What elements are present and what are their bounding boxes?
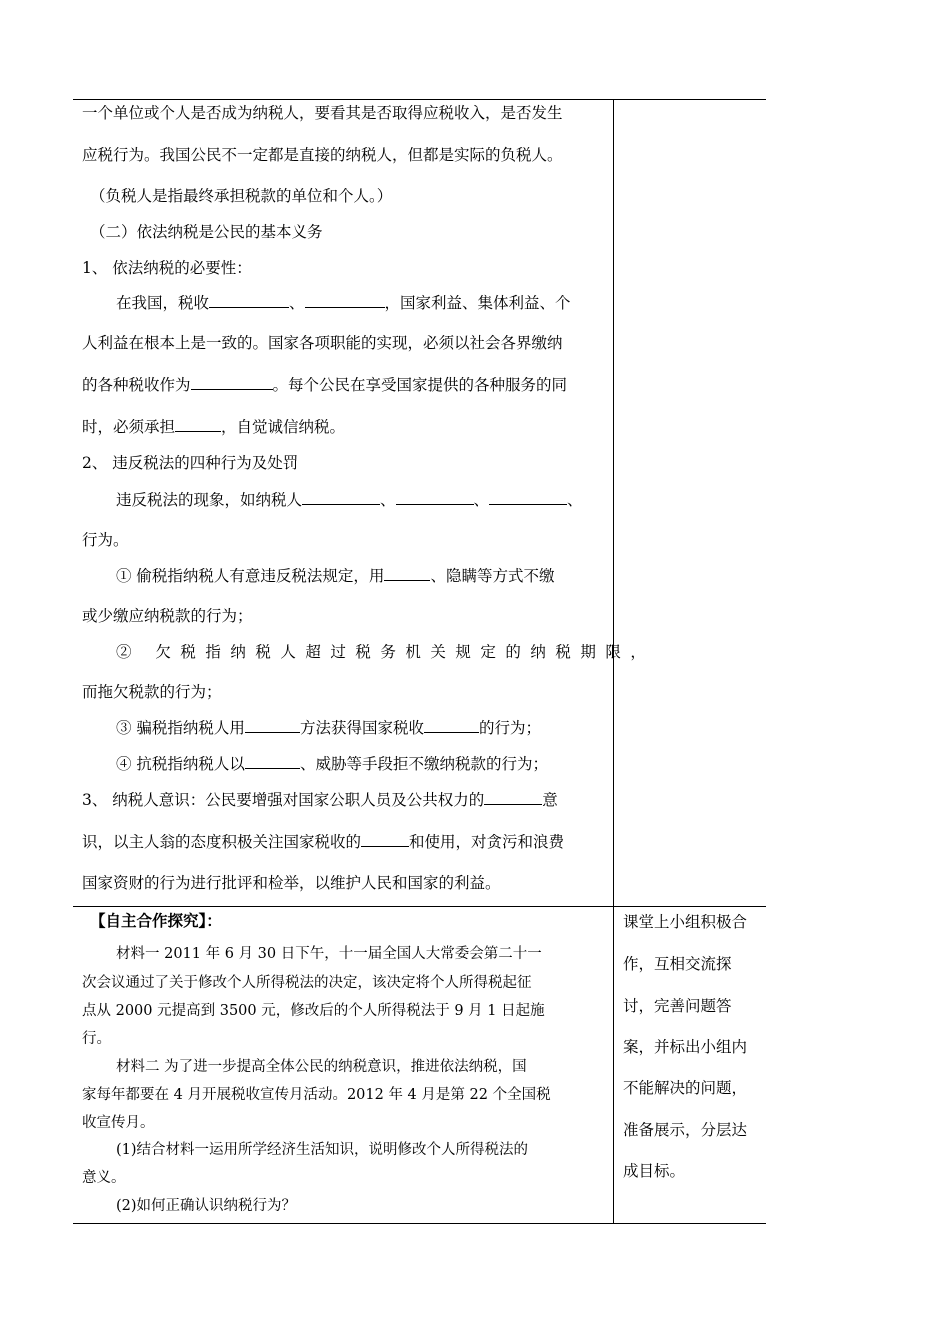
answer-blank[interactable] — [396, 490, 474, 505]
answer-blank[interactable] — [489, 490, 567, 505]
answer-blank[interactable] — [361, 832, 409, 847]
text-segment: 意 — [542, 791, 558, 809]
section-heading: 【自主合作探究】： — [90, 911, 222, 930]
subsection-heading: （二）依法纳税是公民的基本义务 — [90, 223, 323, 241]
fill-in-line — [82, 790, 558, 810]
text-line: 行为。 — [82, 531, 129, 549]
text-segment: 、 — [567, 491, 583, 509]
answer-blank[interactable] — [302, 490, 380, 505]
text-segment: 、 — [380, 491, 396, 509]
text-segment: 的行为； — [478, 719, 541, 737]
text-line: 而拖欠税款的行为； — [82, 683, 222, 701]
text-segment: 、威胁等手段拒不缴纳税款的行为； — [299, 755, 548, 773]
table-top-border — [73, 99, 766, 100]
text-segment: 的各种税收作为 — [82, 376, 191, 394]
fill-in-line — [82, 832, 564, 852]
fill-in-line — [82, 417, 345, 437]
sidebar-line: 成目标。 — [623, 1162, 686, 1180]
sidebar-line: 讨，完善问题答 — [623, 997, 732, 1015]
text-segment: 、隐瞒等方式不缴 — [430, 567, 555, 585]
text-line: （负税人是指最终承担税款的单位和个人。） — [90, 187, 393, 205]
text-line: 国家资财的行为进行批评和检举，以维护人民和国家的利益。 — [82, 874, 501, 892]
answer-blank[interactable] — [245, 754, 300, 769]
text-segment: ③ 骗税指纳税人用 — [116, 719, 245, 737]
text-segment: 、 — [289, 294, 305, 312]
answer-blank[interactable] — [305, 293, 385, 308]
material-line: 收宣传月。 — [82, 1115, 155, 1131]
sidebar-line: 作，互相交流探 — [623, 955, 732, 973]
question-line: (1)结合材料一运用所学经济生活知识，说明修改个人所得税法的 — [116, 1142, 529, 1158]
answer-blank[interactable] — [424, 718, 479, 733]
text-segment: ，国家利益、集体利益、个 — [384, 294, 571, 312]
text-segment: 和使用，对贪污和浪费 — [409, 833, 565, 851]
material-line: 材料二 为了进一步提高全体公民的纳税意识，推进依法纳税，国 — [116, 1059, 527, 1075]
fill-in-line — [116, 293, 571, 313]
text-line: 应税行为。我国公民不一定都是直接的纳税人，但都是实际的负税人。 — [82, 146, 563, 164]
answer-blank[interactable] — [245, 718, 300, 733]
text-line: 一个单位或个人是否成为纳税人，要看其是否取得应税收入，是否发生 — [82, 104, 563, 122]
table-middle-border — [73, 906, 766, 907]
question-line: (2)如何正确认识纳税行为？ — [116, 1198, 297, 1214]
material-line: 次会议通过了关于修改个人所得税法的决定，该决定将个人所得税起征 — [82, 975, 532, 991]
answer-blank[interactable] — [191, 375, 273, 390]
answer-blank[interactable] — [484, 790, 542, 805]
text-segment: ④ 抗税指纳税人以 — [116, 755, 245, 773]
fill-in-line — [116, 754, 548, 774]
material-line: 材料一 2011 年 6 月 30 日下午，十一届全国人大常委会第二十一 — [116, 946, 542, 962]
sidebar-line: 准备展示，分层达 — [623, 1121, 748, 1139]
text-segment: 、 — [473, 491, 490, 509]
sidebar-line: 不能解决的问题， — [623, 1079, 748, 1097]
fill-in-line — [82, 375, 567, 395]
text-segment: 时，必须承担 — [82, 418, 176, 436]
answer-blank[interactable] — [384, 566, 430, 581]
text-segment: 在我国，税收 — [116, 294, 210, 312]
answer-blank[interactable] — [209, 293, 289, 308]
text-segment: 违反税法的现象，如纳税人 — [116, 491, 303, 509]
text-segment: 。每个公民在享受国家提供的各种服务的同 — [272, 376, 568, 394]
fill-in-line — [116, 566, 554, 586]
sidebar-line: 案，并标出小组内 — [623, 1038, 748, 1056]
text-line: 或少缴应纳税款的行为； — [82, 607, 253, 625]
table-bottom-border — [73, 1223, 766, 1224]
text-segment: ① 偷税指纳税人有意违反税法规定，用 — [116, 567, 385, 585]
text-segment: 识，以主人翁的态度积极关注国家税收的 — [82, 833, 362, 851]
text-segment: 方法获得国家税收 — [299, 719, 424, 737]
text-segment: 3、 纳税人意识：公民要增强对国家公职人员及公共权力的 — [82, 791, 485, 809]
text-segment: ，自觉诚信纳税。 — [221, 418, 346, 436]
item-heading: 2、 违反税法的四种行为及处罚 — [82, 454, 299, 472]
fill-in-line — [116, 490, 583, 510]
sidebar-line: 课堂上小组积极合 — [623, 913, 748, 931]
material-line: 家每年都要在 4 月开展税收宣传月活动。2012 年 4 月是第 22 个全国税 — [82, 1087, 551, 1103]
material-line: 点从 2000 元提高到 3500 元，修改后的个人所得税法于 9 月 1 日起施 — [82, 1003, 545, 1019]
question-line: 意义。 — [82, 1170, 126, 1186]
item-heading: 1、 依法纳税的必要性： — [82, 259, 252, 277]
text-line: ② 欠税指纳税人超过税务机关规定的纳税期限， — [116, 643, 656, 661]
fill-in-line — [116, 718, 541, 738]
material-line: 行。 — [82, 1031, 111, 1047]
text-line: 人利益在根本上是一致的。国家各项职能的实现，必须以社会各界缴纳 — [82, 334, 563, 352]
answer-blank[interactable] — [175, 417, 221, 432]
